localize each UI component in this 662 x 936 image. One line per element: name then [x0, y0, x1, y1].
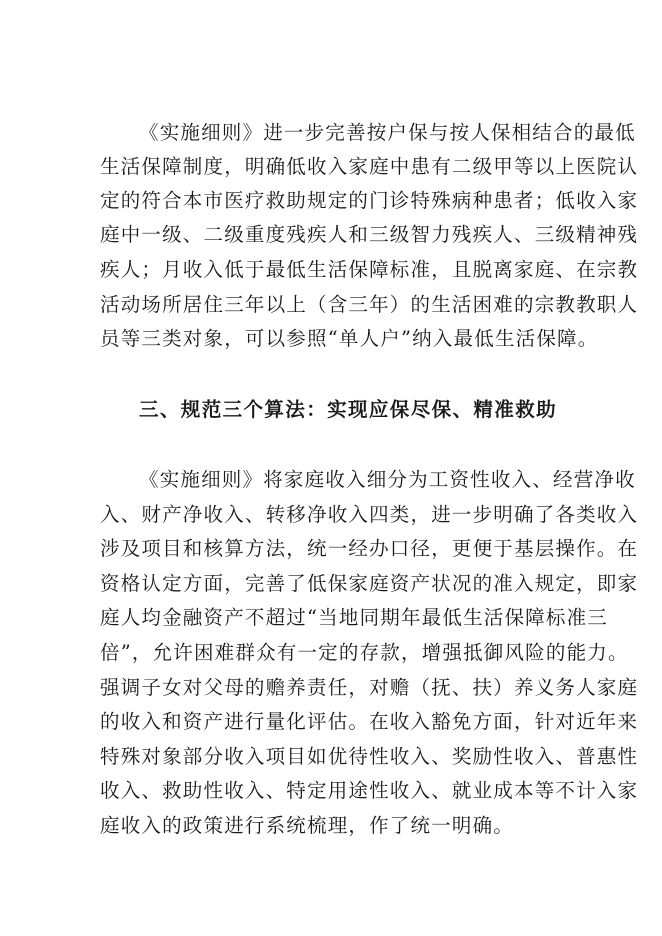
- paragraph-2-line-1: 《实施细则》将家庭收入细分为工资性收入、经营净收: [139, 468, 636, 491]
- paragraph-2-line-4: 资格认定方面，完善了低保家庭资产状况的准入规定，即家: [100, 572, 639, 595]
- paragraph-2-line-7: 强调子女对父母的赡养责任，对赡（抚、扶）养义务人家庭: [100, 676, 639, 699]
- paragraph-2-line-5: 庭人均金融资产不超过“当地同期年最低生活保障标准三: [100, 606, 608, 629]
- paragraph-1-line-3: 定的符合本市医疗救助规定的门诊特殊病种患者；低收入家: [100, 189, 639, 212]
- paragraph-1-line-4: 庭中一级、二级重度残疾人和三级智力残疾人、三级精神残: [100, 223, 639, 246]
- section-heading: 三、规范三个算法：实现应保尽保、精准救助: [139, 398, 558, 421]
- paragraph-1-line-1: 《实施细则》进一步完善按户保与按人保相结合的最低: [139, 121, 636, 144]
- paragraph-2-line-3: 涉及项目和核算方法，统一经办口径，更便于基层操作。在: [100, 537, 639, 560]
- paragraph-1-line-7: 员等三类对象，可以参照“单人户”纳入最低生活保障。: [100, 327, 599, 350]
- paragraph-2-line-2: 入、财产净收入、转移净收入四类，进一步明确了各类收入: [100, 503, 639, 526]
- paragraph-2-line-6: 倍”，允许困难群众有一定的存款，增强抵御风险的能力。: [100, 641, 629, 664]
- paragraph-2-line-10: 收入、救助性收入、特定用途性收入、就业成本等不计入家: [100, 779, 639, 802]
- paragraph-1-line-5: 疾人；月收入低于最低生活保障标准，且脱离家庭、在宗教: [100, 258, 639, 281]
- paragraph-2-line-9: 特殊对象部分收入项目如优待性收入、奖励性收入、普惠性: [100, 745, 639, 768]
- paragraph-1-line-2: 生活保障制度，明确低收入家庭中患有二级甲等以上医院认: [100, 155, 639, 178]
- paragraph-2-line-11: 庭收入的政策进行系统梳理，作了统一明确。: [100, 814, 515, 837]
- paragraph-2-line-8: 的收入和资产进行量化评估。在收入豁免方面，针对近年来: [100, 710, 639, 733]
- paragraph-1-line-6: 活动场所居住三年以上（含三年）的生活困难的宗教教职人: [100, 293, 639, 316]
